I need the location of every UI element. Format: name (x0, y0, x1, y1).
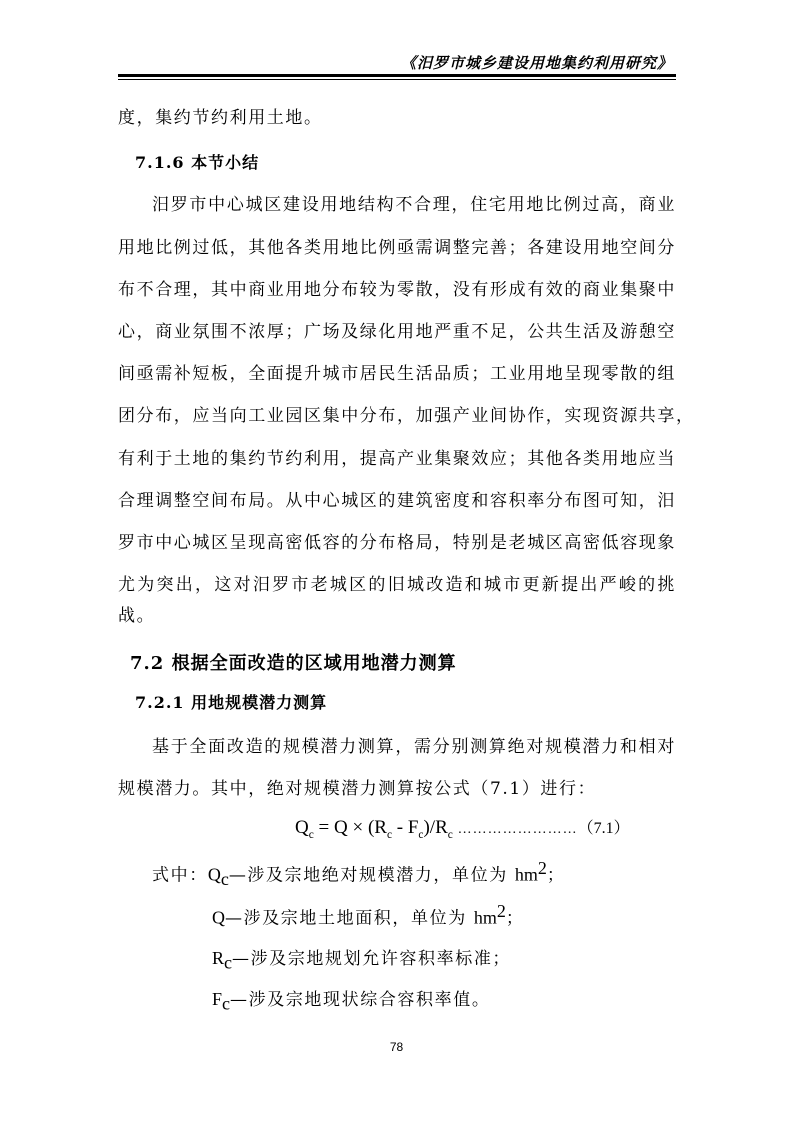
definition-line: $F_c—$涉及宗地现状综合容积率值。 (212, 989, 491, 1014)
running-header-title: 《汨罗市城乡建设用地集约利用研究》 (400, 54, 673, 72)
header-rule-thin (118, 79, 676, 80)
summary-line: 战。 (118, 606, 156, 626)
summary-line: 合理调整空间布局。从中心城区的建筑密度和容积率分布图可知，汨 (118, 491, 676, 511)
summary-line: 团分布，应当向工业园区集中分布，加强产业间协作，实现资源共享， (118, 406, 695, 426)
paragraph-continued-line: 度，集约节约利用土地。 (118, 108, 323, 128)
definition-line: 式中：$Q_c—$涉及宗地绝对规模潜力，单位为 $hm^2$； (152, 858, 566, 890)
formula-lhs: Q (295, 817, 309, 838)
summary-line: 间亟需补短板，全面提升城市居民生活品质；工业用地呈现零散的组 (118, 364, 676, 384)
summary-line: 尤为突出，这对汨罗市老城区的旧城改造和城市更新提出严峻的挑 (118, 575, 676, 595)
section-heading-7-1-6: 7.1.6 本节小结 (135, 153, 260, 172)
section-heading-7-2-1: 7.2.1 用地规模潜力测算 (135, 693, 328, 712)
formula-7-1: $Q_c = Q \times (R_c - F_c)/R_c$ ……………………（7.1） (295, 817, 630, 841)
summary-line: 汨罗市中心城区建设用地结构不合理，住宅用地比例过高，商业 (152, 195, 676, 215)
summary-line: 有利于土地的集约节约利用，提高产业集聚效应；其他各类用地应当 (118, 449, 676, 469)
summary-line: 布不合理，其中商业用地分布较为零散，没有形成有效的商业集聚中 (118, 280, 676, 300)
intro-line: 规模潜力。其中，绝对规模潜力测算按公式（7.1）进行： (118, 779, 597, 799)
intro-line: 基于全面改造的规模潜力测算，需分别测算绝对规模潜力和相对 (152, 737, 676, 757)
page-number: 78 (389, 1040, 404, 1054)
summary-line: 心，商业氛围不浓厚；广场及绿化用地严重不足，公共生活及游憩空 (118, 322, 676, 342)
formula-leader-dots: …………………… (457, 822, 578, 837)
summary-line: 罗市中心城区呈现高密低容的分布格局，特别是老城区高密低容现象 (118, 533, 676, 553)
definition-line: $R_c—$涉及宗地规划允许容积率标准； (212, 948, 512, 973)
section-heading-7-2: 7.2 根据全面改造的区域用地潜力测算 (130, 653, 457, 674)
definition-line: Q—涉及宗地土地面积，单位为 $hm^2$； (212, 901, 525, 929)
formula-number: （7.1） (577, 820, 630, 837)
summary-line: 用地比例过低，其他各类用地比例亟需调整完善；各建设用地空间分 (118, 238, 676, 258)
header-rule-thick (118, 74, 676, 77)
definition-prefix: 式中： (152, 865, 208, 886)
